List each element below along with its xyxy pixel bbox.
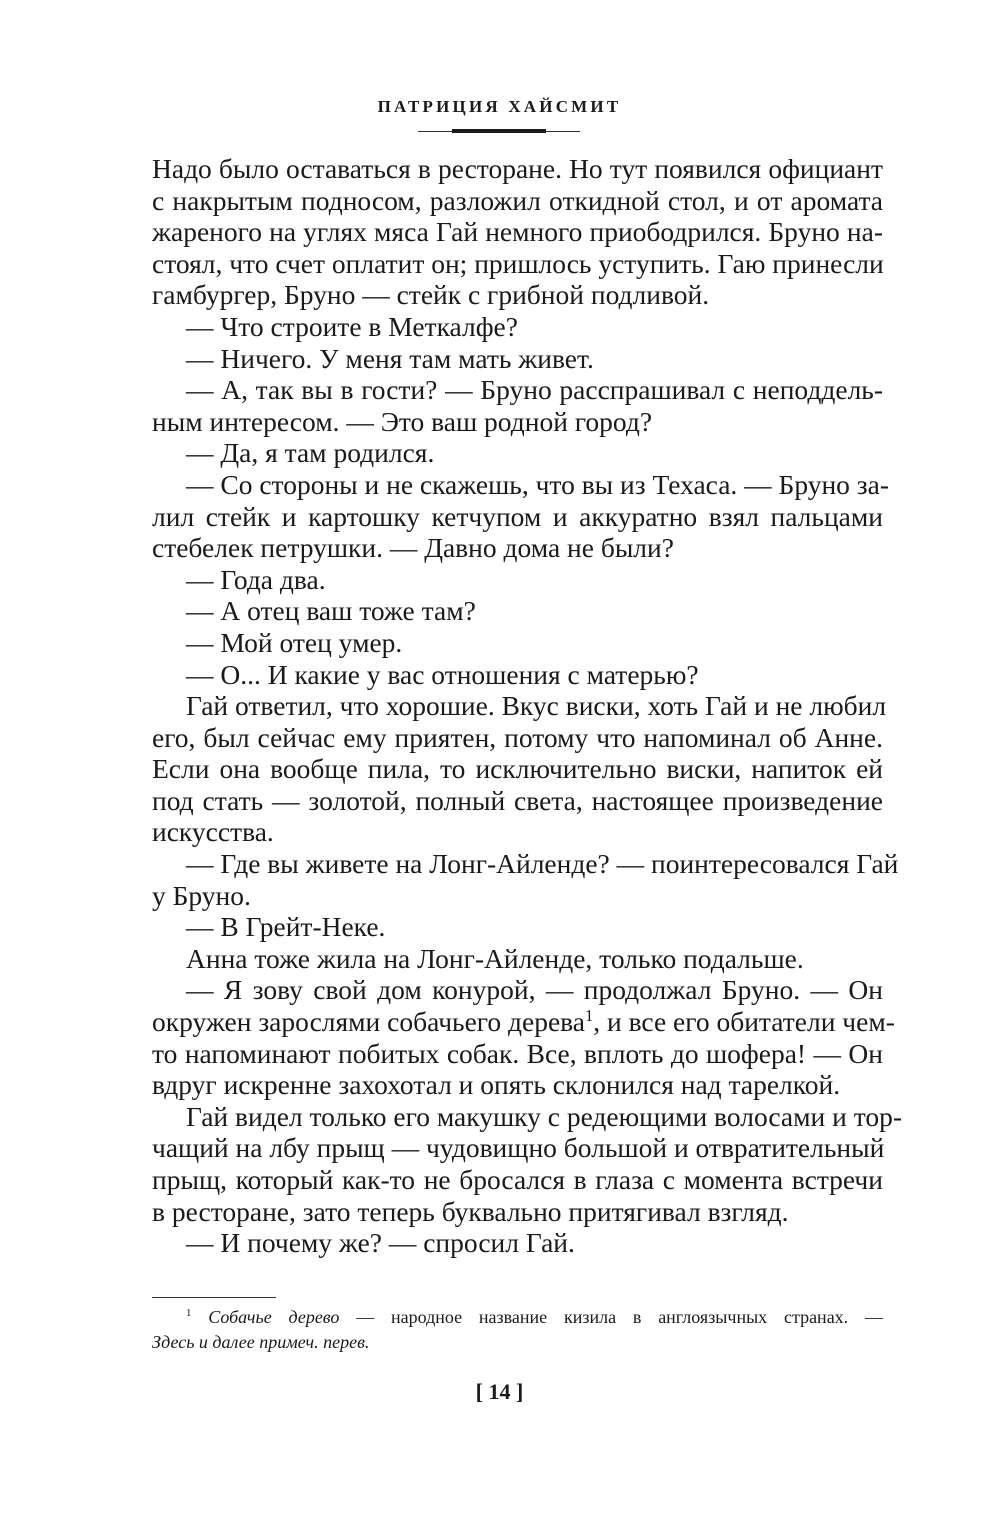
text-line: его, был сейчас ему приятен, потому что напоминал об Анне. [152, 721, 883, 753]
text-line: — Мой отец умер. [186, 626, 403, 658]
footnote-line2: Здесь и далее примеч. перев. [152, 1332, 370, 1352]
text-line [152, 1005, 895, 1038]
text-line: гамбургер, Бруно — стейк с грибной подливой. [152, 279, 710, 311]
body-text [152, 153, 903, 1259]
footnote-rule [152, 1297, 276, 1298]
text-line: Если она вообще пила, то исключительно виски, напиток ей [152, 753, 883, 785]
text-line: — И почему же? — спросил Гай. [186, 1227, 575, 1259]
text-line: Гай видел только его макушку с редеющими волосами и тор- [186, 1100, 903, 1132]
text-line: — Что строите в Меткалфе? [186, 310, 518, 342]
running-header: ПАТРИЦИЯ ХАЙСМИТ [377, 97, 622, 116]
text-line: вдруг искренне захохотал и опять склонился над тарелкой. [152, 1069, 841, 1101]
text-line: — А, так вы в гости? — Бруно расспрашивал с неподдель- [186, 374, 883, 406]
text-line: чащий на лбу прыщ — чудовищно большой и отвратительный [152, 1132, 885, 1164]
text-line: ным интересом. — Это ваш родной город? [152, 405, 653, 437]
text-line: под стать — золотой, полный света, настоящее произведение [152, 784, 883, 816]
text-line: у Бруно. [152, 879, 251, 911]
footnote-line [152, 1305, 883, 1330]
text-line: — Года два. [186, 563, 326, 595]
text-line: в ресторане, зато теперь буквально притягивал взгляд. [152, 1195, 789, 1227]
footnote-mark: 1 [186, 1307, 192, 1319]
text-line: лил стейк и картошку кетчупом и аккуратно взял пальцами [152, 500, 883, 532]
header-rule-thick [452, 129, 546, 133]
text-line: искусства. [152, 816, 274, 848]
text-line: Анна тоже жила на Лонг-Айленде, только подальше. [186, 942, 804, 974]
text-line: — В Грейт-Неке. [186, 911, 386, 943]
footnote-term: Собачье дерево [208, 1307, 340, 1327]
footnote-ref: 1 [584, 1005, 594, 1025]
text-line: — А отец ваш тоже там? [186, 595, 476, 627]
text-line: стоял, что счет оплатит он; пришлось уступить. Гаю принесли [152, 247, 884, 279]
text-line: Гай ответил, что хорошие. Вкус виски, хоть Гай и не любил [186, 690, 887, 722]
text-line: — Я зову свой дом конурой, — продолжал Бруно. — Он [186, 974, 883, 1006]
page-number: [ 14 ] [475, 1379, 524, 1404]
text-line: — Ничего. У меня там мать живет. [186, 342, 594, 374]
text-line: — Где вы живете на Лонг-Айленде? — поинтересовался Гай [186, 848, 899, 880]
text-line: — Со стороны и не скажешь, что вы из Техаса. — Бруно за- [186, 468, 890, 500]
text-line: то напоминают побитых собак. Все, вплоть до шофера! — Он [152, 1037, 883, 1069]
text-line: жареного на углях мяса Гай немного приободрился. Бруно на- [152, 216, 883, 248]
text-segment: , и все его обитатели чем- [593, 1006, 895, 1038]
text-line: прыщ, который как-то не бросался в глаза с момента встречи [152, 1164, 883, 1195]
footnote-line [152, 1330, 883, 1355]
footnote-text: — народное название кизила в англоязычных странах. — [339, 1307, 883, 1327]
text-segment: окружен зарослями собачьего дерева [152, 1006, 585, 1038]
text-line: — О... И какие у вас отношения с матерью? [186, 658, 699, 690]
text-line: — Да, я там родился. [186, 437, 435, 469]
footnote [152, 1305, 883, 1355]
text-line: стебелек петрушки. — Давно дома не были? [152, 532, 674, 564]
text-line: с накрытым подносом, разложил откидной стол, и от аромата [152, 184, 883, 216]
text-line: Надо было оставаться в ресторане. Но тут появился официант [152, 153, 883, 184]
